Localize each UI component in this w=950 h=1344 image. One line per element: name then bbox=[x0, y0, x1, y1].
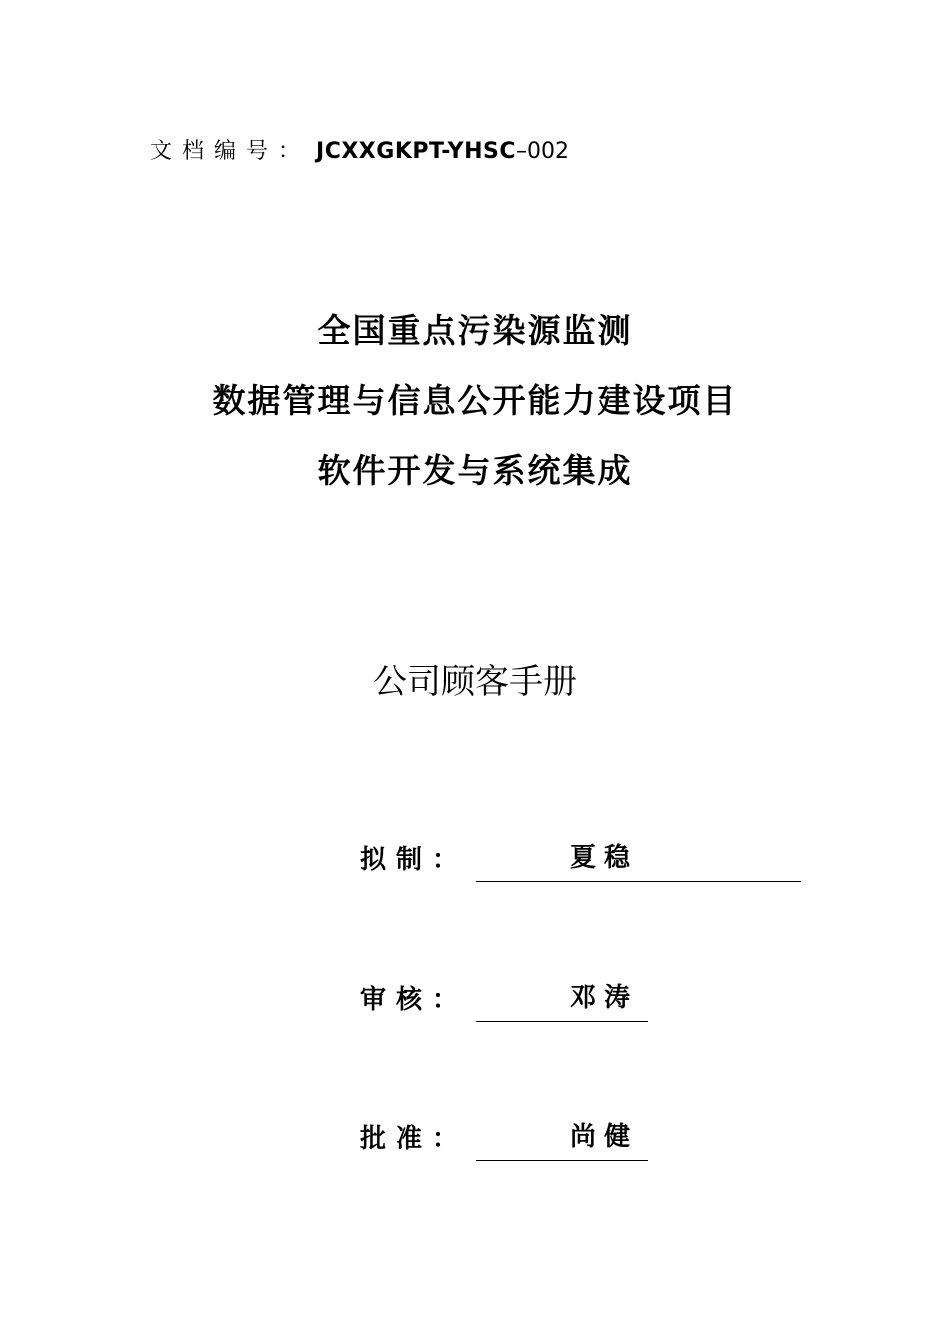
approver-label: 批准： bbox=[360, 1124, 469, 1154]
document-number bbox=[150, 136, 569, 168]
drafter-label: 拟制： bbox=[360, 845, 469, 875]
title-line-3: 软件开发与系统集成 bbox=[317, 451, 633, 490]
document-number-code: JCXXGKPT-YHSC bbox=[316, 139, 517, 164]
reviewer-name: 邓涛 bbox=[570, 983, 639, 1013]
document-number-label: 文档编号： bbox=[150, 139, 311, 164]
approver-name: 尚健 bbox=[570, 1122, 639, 1152]
drafter-underline bbox=[476, 851, 801, 882]
title-line-1: 全国重点污染源监测 bbox=[317, 311, 633, 350]
document-title bbox=[0, 296, 950, 506]
title-line-2: 数据管理与信息公开能力建设项目 bbox=[212, 381, 738, 420]
document-number-suffix: –002 bbox=[516, 139, 570, 164]
drafter-name: 夏稳 bbox=[570, 843, 639, 873]
reviewer-label: 审核： bbox=[360, 985, 469, 1015]
document-subtitle: 公司顾客手册 bbox=[373, 662, 577, 702]
